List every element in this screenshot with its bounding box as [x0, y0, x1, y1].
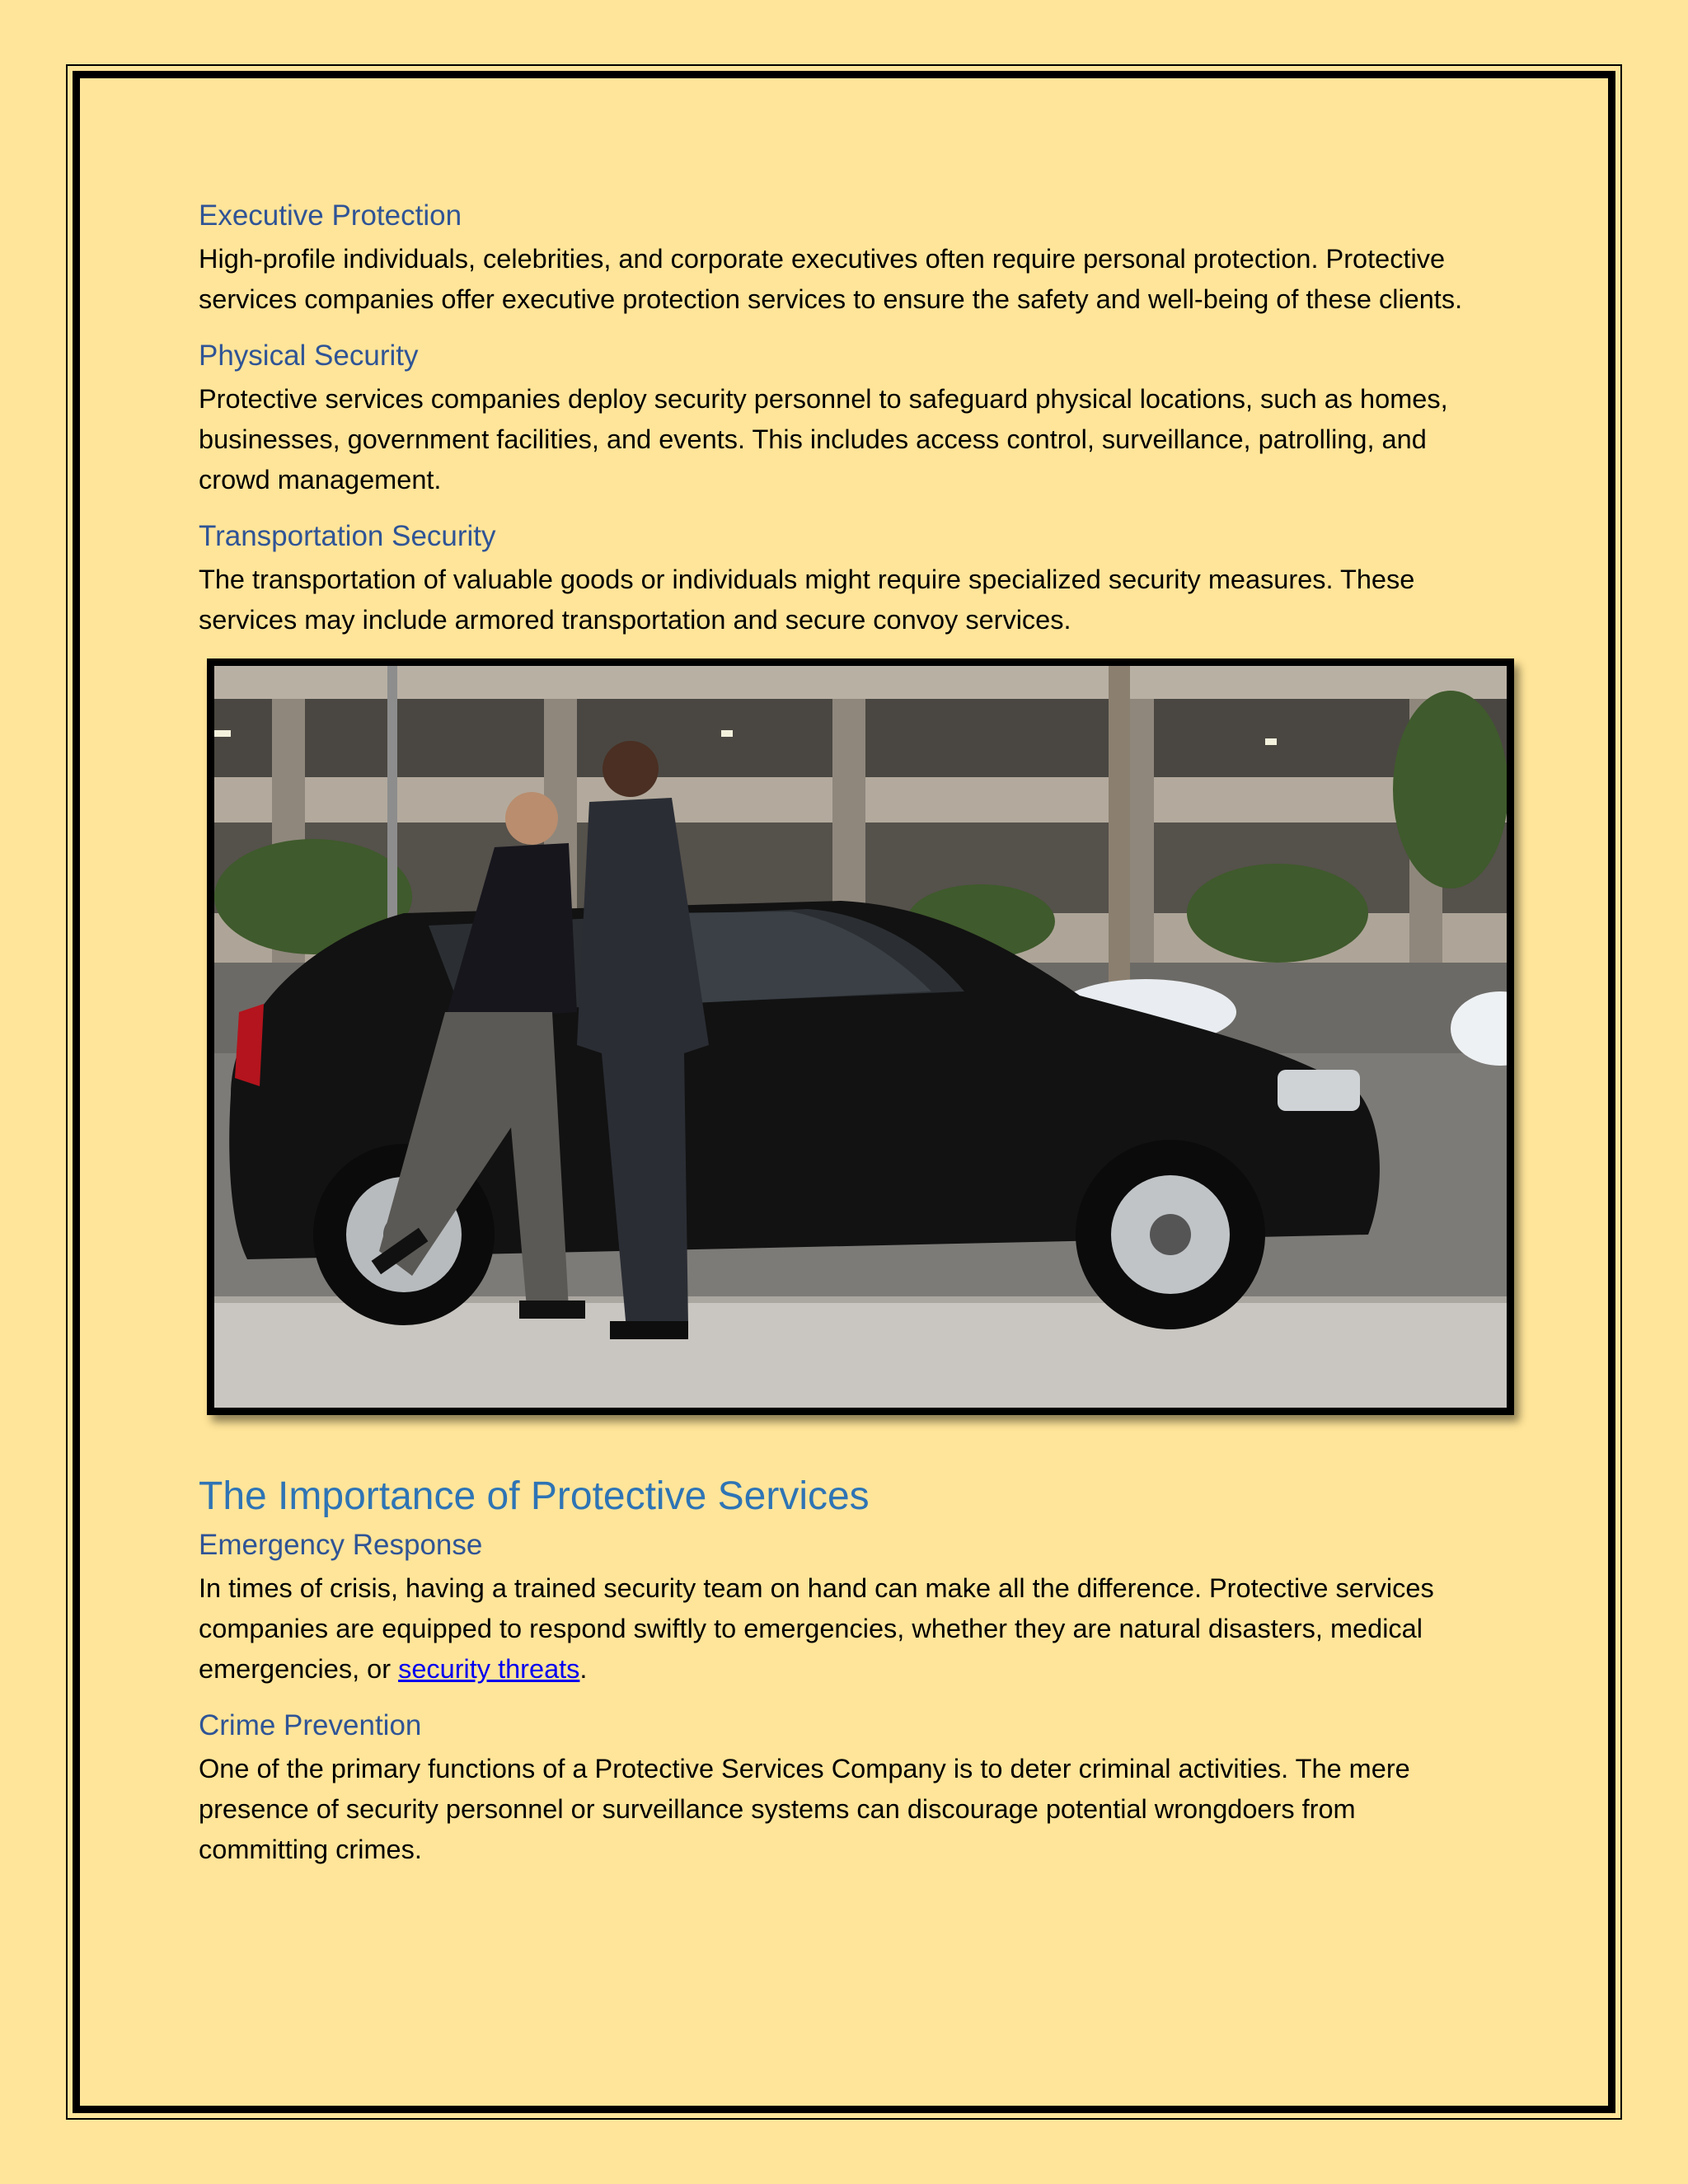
heading-physical-security: Physical Security: [199, 340, 419, 372]
paragraph-executive-protection: High-profile individuals, celebrities, and corporate executives often require personal protection. Protective services companies offer executive protection services to ensure the safety and well-being of these clients.: [199, 244, 1463, 314]
paragraph-crime-prevention: One of the primary functions of a Protective Services Company is to deter criminal activities. The mere presence of security personnel or surveillance systems can discourage potential wrongdoers from committing crimes.: [199, 1754, 1410, 1864]
paragraph-physical-security: Protective services companies deploy security personnel to safeguard physical locations, such as homes, businesses, government facilities, and events. This includes access control, surveillance, patrolling, and crowd management.: [199, 384, 1448, 494]
photo-illustration: [214, 666, 1507, 1408]
title-importance: The Importance of Protective Services: [199, 1474, 870, 1518]
emergency-text-before: In times of crisis, having a trained security team on hand can make all the difference. Protective services companies are equipped to respond swiftly to emergencies, whether they are natural disasters, medical emergencies, or: [199, 1573, 1434, 1684]
heading-crime-prevention: Crime Prevention: [199, 1709, 422, 1741]
paragraph-transportation-security: The transportation of valuable goods or individuals might require specialized security measures. These services may include armored transportation and secure convoy services.: [199, 565, 1415, 635]
paragraph-emergency-response: [199, 1568, 1489, 1690]
security-car-photo: [207, 658, 1514, 1415]
heading-transportation-security: Transportation Security: [199, 520, 496, 552]
heading-emergency-response: Emergency Response: [199, 1529, 483, 1561]
heading-executive-protection: Executive Protection: [199, 199, 462, 232]
security-threats-link[interactable]: security threats: [398, 1654, 580, 1684]
document-body: [199, 198, 1489, 1888]
emergency-text-after: .: [579, 1654, 588, 1684]
